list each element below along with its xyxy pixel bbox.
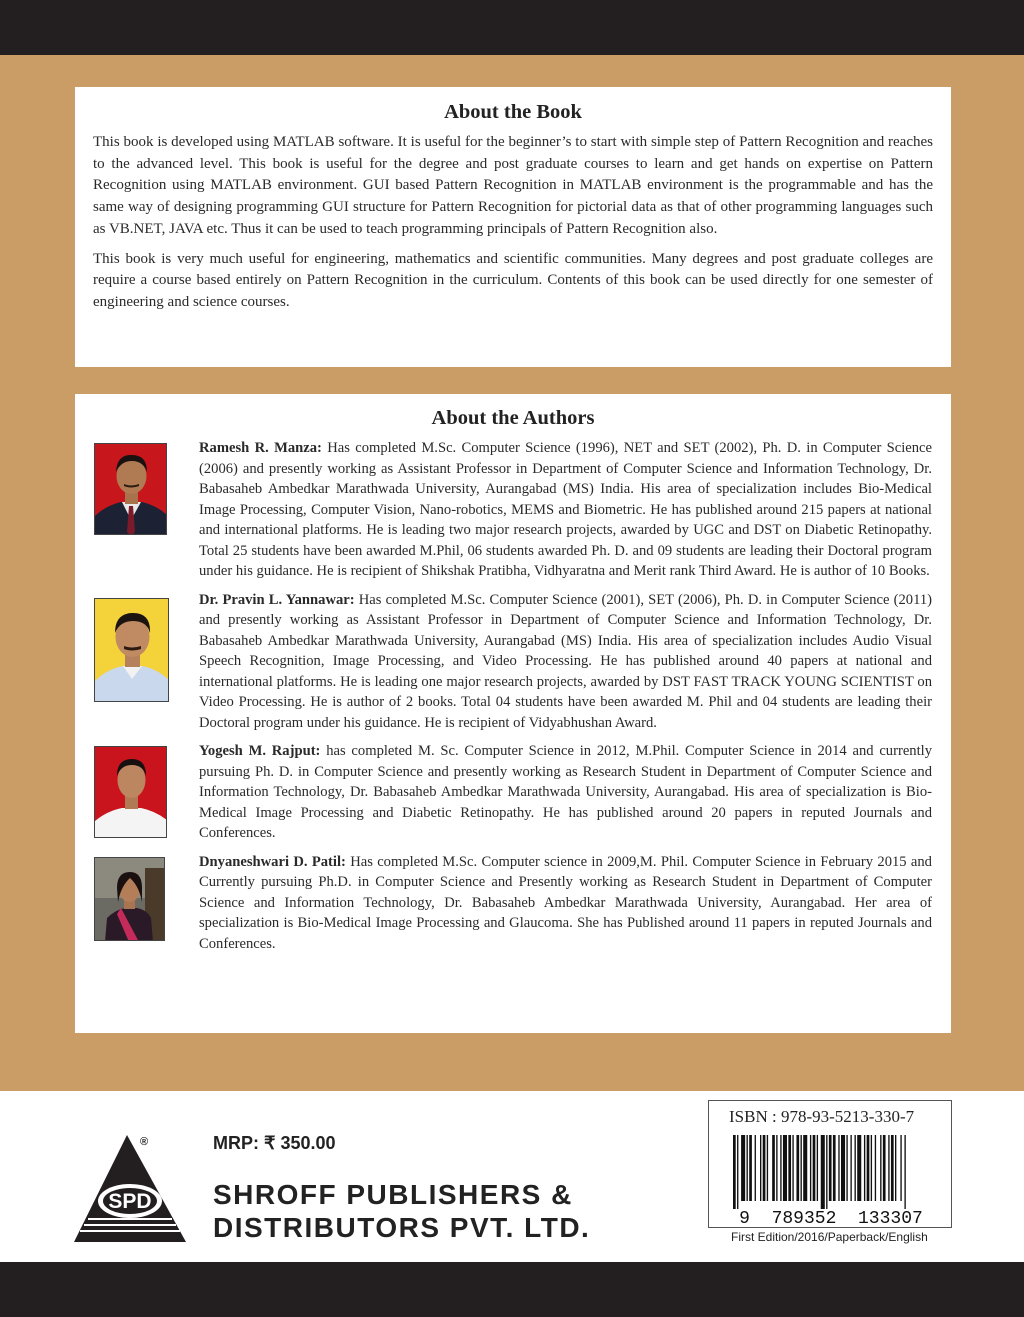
barcode-bar [737,1135,738,1209]
barcode-bar [813,1135,816,1201]
barcode-bar [895,1135,896,1201]
author-bio-manza: Has completed M.Sc. Computer Science (1996), NET and SET (2002), Ph. D. in Computer Science (2006) and presently working as Assistant Professor in Department of Computer Science and Information Technology, Dr. Babasaheb Ambedkar Marathwada University, Aurangabad (MS) India. His area of specialization includes Bio-Medical Image Processing, Computer Vision, Nano-robotics, MEMS and Biometric. He has published around 215 papers at national and international platforms. He is leading two major research projects, awarded by UGC and DST on Diabetic Retinopathy. Total 25 students have been awarded M.Phil, 06 students awarded Ph. D. and 09 students are leading their Doctoral program under his guidance. He is recipient of Shikshak Pratibha, Vidhyaratna and Merit rank Third Award. He is author of 10 Books. [199,440,932,579]
barcode-bar [776,1135,777,1201]
barcode-bar [883,1135,886,1201]
barcode-bar [821,1135,825,1209]
author-name-patil: Dnyaneshwari D. Patil: [199,853,346,870]
back-cover-footer [0,1091,1024,1262]
barcode-bar [891,1135,894,1201]
barcode-bar [833,1135,836,1201]
mrp-price: MRP: ₹ 350.00 [213,1133,336,1153]
spd-logo-text: SPD [108,1190,152,1213]
author-bio-patil: Has completed M.Sc. Computer science in 2009,M. Phil. Computer Science in February 2015 and Currently pursuing Ph.D. in Computer Science and Presently working as Research Student in Department of Computer Science and Information Technology, Dr. Babasaheb Ambedkar Marathwada University, Aurangabad. Her area of specialization is Bio-Medical Image Processing and Glaucoma. She has Published around 11 papers in reputed Journals and Conferences. [199,853,932,952]
barcode-bar [864,1135,865,1201]
isbn-number: ISBN : 978-93-5213-330-7 [729,1107,915,1126]
author-photo-manza [94,443,167,535]
barcode-bar [841,1135,845,1201]
barcode-bar [855,1135,856,1201]
author-name-manza: Ramesh R. Manza: [199,440,322,456]
about-book-panel [75,87,951,367]
barcode-bar [850,1135,851,1201]
author-rajput [94,741,932,844]
author-photo-patil [94,857,165,941]
barcode-bar [803,1135,807,1201]
barcode-bar [783,1135,787,1201]
barcode-bar [826,1135,827,1209]
author-manza [94,438,932,582]
barcode-bar [871,1135,872,1201]
author-bio-rajput: has completed M. Sc. Computer Science in 2012, M.Phil. Computer Science in 2014 and currently pursuing Ph. D. in Computer Science and presently working as Research Student in Department of Computer Science and Information Technology, Dr. Babasaheb Ambedkar Marathwada University, Aurangabad. His area of specialization is Bio-Medical Image Processing and Diabetic Retinopathy. He has published around 20 papers in reputed Journals and Conferences. [199,743,932,841]
author-yannawar [94,590,932,734]
isbn-barcode-box [708,1100,952,1228]
barcode-bar [888,1135,889,1201]
registered-mark: ® [140,1136,149,1148]
barcode-bar [763,1135,766,1201]
barcode-bar [772,1135,775,1201]
author-photo-yannawar [94,598,169,702]
top-dark-bar [0,0,1024,55]
barcode-bar [767,1135,768,1201]
barcode-bar [846,1135,847,1201]
barcode-bar [741,1135,745,1201]
barcode-bar [810,1135,811,1201]
barcode [709,1101,953,1229]
about-book-title: About the Book [444,101,582,123]
barcode-bar [838,1135,839,1201]
barcode-bar [788,1135,791,1201]
author-photo-rajput [94,746,167,838]
publisher-line-1: SHROFF PUBLISHERS & [213,1179,573,1210]
author-name-rajput: Yogesh M. Rajput: [199,743,321,759]
barcode-bar [817,1135,818,1201]
barcode-bar [875,1135,876,1201]
barcode-bar [755,1135,756,1201]
author-patil [94,852,932,955]
barcode-bar [900,1135,901,1201]
barcode-bar [733,1135,736,1209]
barcode-bar [796,1135,799,1201]
author-bio-yannawar: Has completed M.Sc. Computer Science (2001), SET (2006), Ph. D. in Computer Science (2011) and presently working as Assistant Professor in Department of Computer Science and Information Technology, Dr. Babasaheb Ambedkar Marathwada University, Aurangabad (MS) India. His area of specialization includes Audio Visual Speech Recognition, Image Processing, and Video Processing. He has published around 40 papers at national and international platforms. He is leading one major research projects, awarded by DST FAST TRACK YOUNG SCIENTIST on Video Processing. He is author of 2 books. Total 04 students have been awarded M. Phil and 04 students are leading their Doctoral program under his guidance. He is recipient of Vidyabhushan Award. [199,591,932,731]
barcode-bar [747,1135,748,1201]
spd-logo [74,1135,194,1250]
barcode-bar [857,1135,861,1201]
barcode-bar [829,1135,832,1201]
barcode-bar [801,1135,802,1201]
barcode-bar [749,1135,752,1201]
barcode-bar [780,1135,781,1201]
barcode-bar [867,1135,870,1201]
about-book-paragraph-1: This book is developed using MATLAB software. It is useful for the beginner’s to start with simple step of Pattern Recognition and reaches to the advanced level. This book is useful for the degree and post graduate courses to learn and get hands on expertise on Pattern Recognition using MATLAB environment. GUI based Pattern Recognition in MATLAB environment is the programmable and has the same way of designing programming GUI structure for Pattern Recognition for pictorial data as that of other programming languages such as VB.NET, JAVA etc. Thus it can be used to teach programming principals of Pattern Recognition also. [93,134,933,237]
about-authors-panel [75,394,951,1033]
bottom-dark-bar [0,1262,1024,1317]
publisher-line-2: DISTRIBUTORS PVT. LTD. [213,1212,591,1243]
publisher-name [213,1178,590,1244]
edition-info: First Edition/2016/Paperback/English [731,1230,928,1244]
barcode-bar [760,1135,761,1201]
barcode-bar [880,1135,881,1201]
about-authors-title: About the Authors [431,407,595,429]
barcode-bar [904,1135,905,1209]
author-name-yannawar: Dr. Pravin L. Yannawar: [199,591,355,608]
about-book-paragraph-2: This book is very much useful for engineering, mathematics and scientific communities. Many degrees and post graduate colleges are require a course based entirely on Pattern Recognition in the curriculum. Contents of this book can be used directly for one semester of engineering and science courses. [93,250,933,310]
barcode-digits: 9 789352 133307 [739,1209,923,1229]
barcode-bar [792,1135,793,1201]
